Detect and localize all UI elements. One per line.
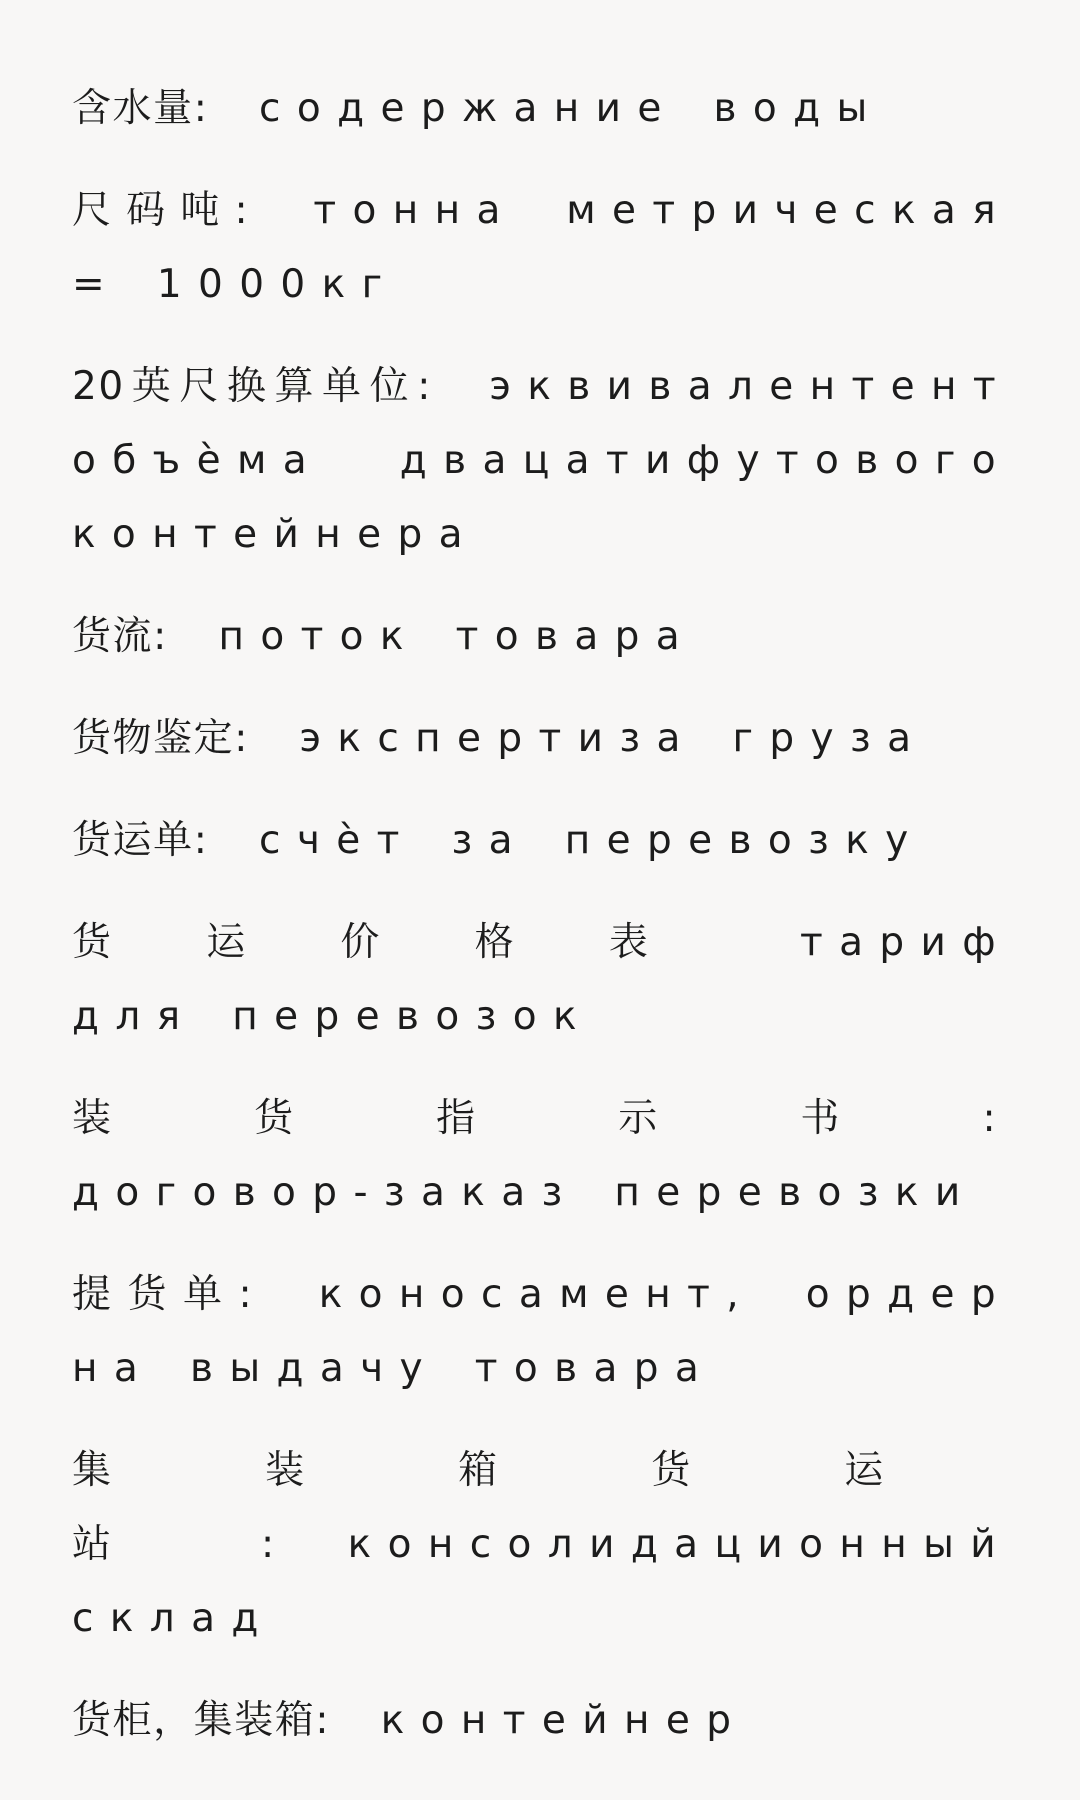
glossary-separator: : (234, 188, 265, 233)
glossary-separator: : (261, 1522, 291, 1567)
glossary-entry (72, 1684, 1012, 1758)
glossary-definition: коносамент, ордер на выдачу товара (72, 1272, 1012, 1391)
glossary-definition: тонна метрическая = 1000кг (72, 188, 1013, 307)
glossary-entry (72, 1082, 1012, 1230)
glossary-separator (743, 920, 800, 965)
glossary-entry (72, 600, 1012, 674)
glossary-definition: содержание воды (259, 86, 884, 131)
glossary-definition: экспертиза груза (299, 716, 928, 761)
glossary-separator: : (153, 614, 183, 659)
glossary-separator: : (982, 1096, 1012, 1141)
glossary-entry (72, 1434, 1012, 1656)
glossary-separator: : (193, 86, 224, 131)
glossary-term: 装货指示书 (72, 1096, 983, 1141)
glossary-term: 货运单 (72, 818, 194, 863)
glossary-separator: : (238, 1272, 268, 1317)
glossary-definition: договор-заказ перевозки (72, 1170, 977, 1215)
glossary-definition: счѐт за перевозку (259, 818, 925, 863)
glossary-entry (72, 350, 1012, 572)
glossary-term: 货柜，集装箱 (72, 1698, 316, 1743)
glossary-definition: тариф для перевозок (72, 920, 1012, 1039)
glossary-definition: эквивалентент объѐма двацатифутового контейнера (72, 364, 1012, 557)
glossary-term: 货流 (72, 614, 154, 659)
glossary-definition: поток товара (218, 614, 697, 659)
glossary-entry (72, 72, 1012, 146)
glossary-entry (72, 1258, 1012, 1406)
glossary-term: 含水量 (72, 86, 194, 131)
glossary-term: 提货单 (72, 1272, 239, 1317)
glossary-separator: : (417, 364, 447, 409)
glossary-term: 尺码吨 (72, 188, 235, 233)
glossary-entry (72, 702, 1012, 776)
glossary-list (72, 72, 1012, 1786)
glossary-entry (72, 174, 1012, 322)
glossary-entry (72, 906, 1012, 1054)
glossary-separator: : (315, 1698, 345, 1743)
glossary-definition: контейнер (380, 1698, 748, 1743)
glossary-entry (72, 804, 1012, 878)
glossary-separator: : (234, 716, 264, 761)
glossary-definition: консолидационный склад (72, 1522, 1012, 1641)
glossary-term: 货运价格表 (72, 920, 744, 965)
glossary-separator: : (193, 818, 224, 863)
glossary-term: 集装箱货运站 (72, 1448, 1012, 1567)
glossary-term: 货物鉴定 (72, 716, 235, 761)
glossary-term: 20英尺换算单位 (72, 364, 418, 409)
